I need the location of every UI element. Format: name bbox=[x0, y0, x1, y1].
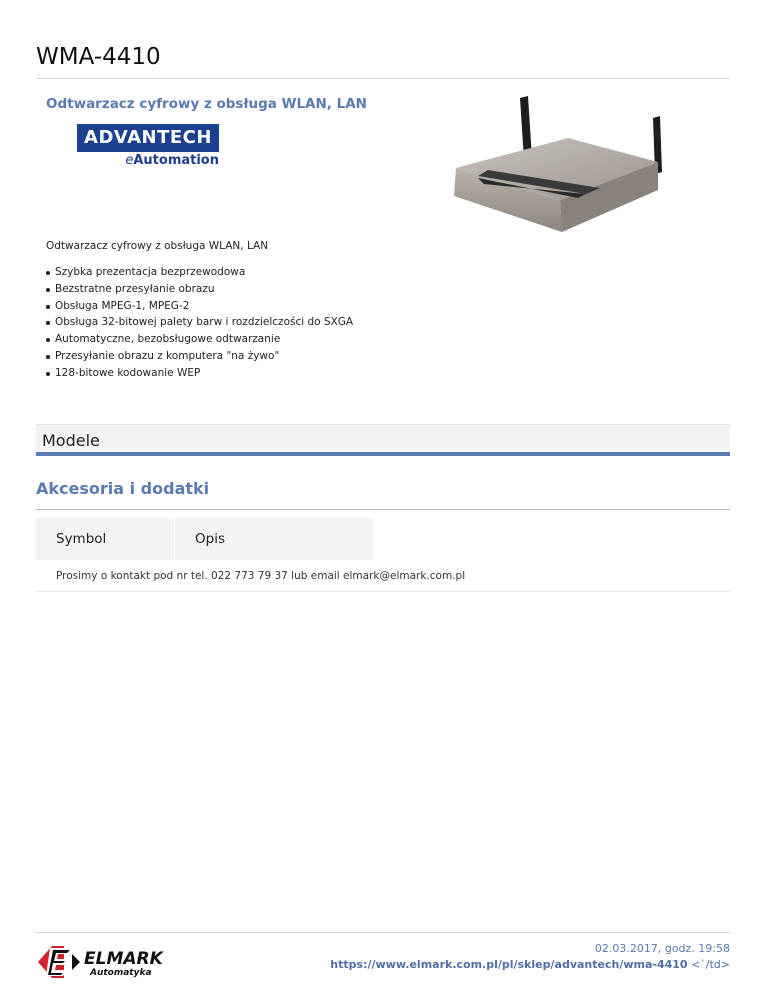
elmark-logo bbox=[36, 940, 176, 982]
footer-meta bbox=[330, 941, 730, 973]
feature-item: Automatyczne, bezobsługowe odtwarzanie bbox=[46, 331, 353, 348]
accessories-divider bbox=[36, 509, 730, 510]
models-section-title: Modele bbox=[42, 431, 100, 450]
accessories-heading: Akcesoria i dodatki bbox=[36, 479, 210, 498]
page-title: WMA-4410 bbox=[36, 44, 161, 70]
feature-item: Bezstratne przesyłanie obrazu bbox=[46, 281, 353, 298]
brand-tagline-e: e bbox=[125, 153, 134, 168]
feature-item: Przesyłanie obrazu z komputera "na żywo" bbox=[46, 348, 353, 365]
footer-logo-name: ELMARK bbox=[84, 949, 163, 969]
advantech-logo bbox=[77, 124, 219, 168]
contact-note: Prosimy o kontakt pod nr tel. 022 773 79 37 lub email elmark@elmark.com.pl bbox=[56, 570, 466, 582]
footer-divider bbox=[36, 932, 730, 933]
footer-url-line bbox=[330, 957, 730, 973]
column-header-symbol: Symbol bbox=[36, 518, 175, 560]
column-header-opis: Opis bbox=[175, 518, 373, 560]
feature-list bbox=[46, 264, 353, 382]
models-section-header bbox=[36, 424, 730, 456]
feature-item: Obsługa 32-bitowej palety barw i rozdzielczości do SXGA bbox=[46, 314, 353, 331]
wireless-router-photo bbox=[448, 92, 664, 238]
footer-url-suffix: <`/td> bbox=[687, 958, 730, 971]
feature-item: 128-bitowe kodowanie WEP bbox=[46, 365, 353, 382]
feature-item: Szybka prezentacja bezprzewodowa bbox=[46, 264, 353, 281]
product-description: Odtwarzacz cyfrowy z obsługa WLAN, LAN bbox=[46, 240, 269, 252]
title-divider bbox=[36, 78, 730, 79]
footer-url-link[interactable]: https://www.elmark.com.pl/pl/sklep/advantech/wma-4410 bbox=[330, 958, 688, 971]
table-divider bbox=[36, 591, 730, 592]
feature-item: Obsługa MPEG-1, MPEG-2 bbox=[46, 298, 353, 315]
accessories-table-header bbox=[36, 518, 373, 560]
footer-logo-sub: Automatyka bbox=[90, 968, 152, 978]
brand-name: ADVANTECH bbox=[77, 124, 219, 152]
brand-tagline bbox=[77, 153, 219, 168]
product-subtitle: Odtwarzacz cyfrowy z obsługa WLAN, LAN bbox=[46, 96, 367, 112]
brand-tagline-rest: Automation bbox=[133, 153, 219, 168]
footer-date: 02.03.2017, godz. 19:58 bbox=[594, 942, 730, 955]
